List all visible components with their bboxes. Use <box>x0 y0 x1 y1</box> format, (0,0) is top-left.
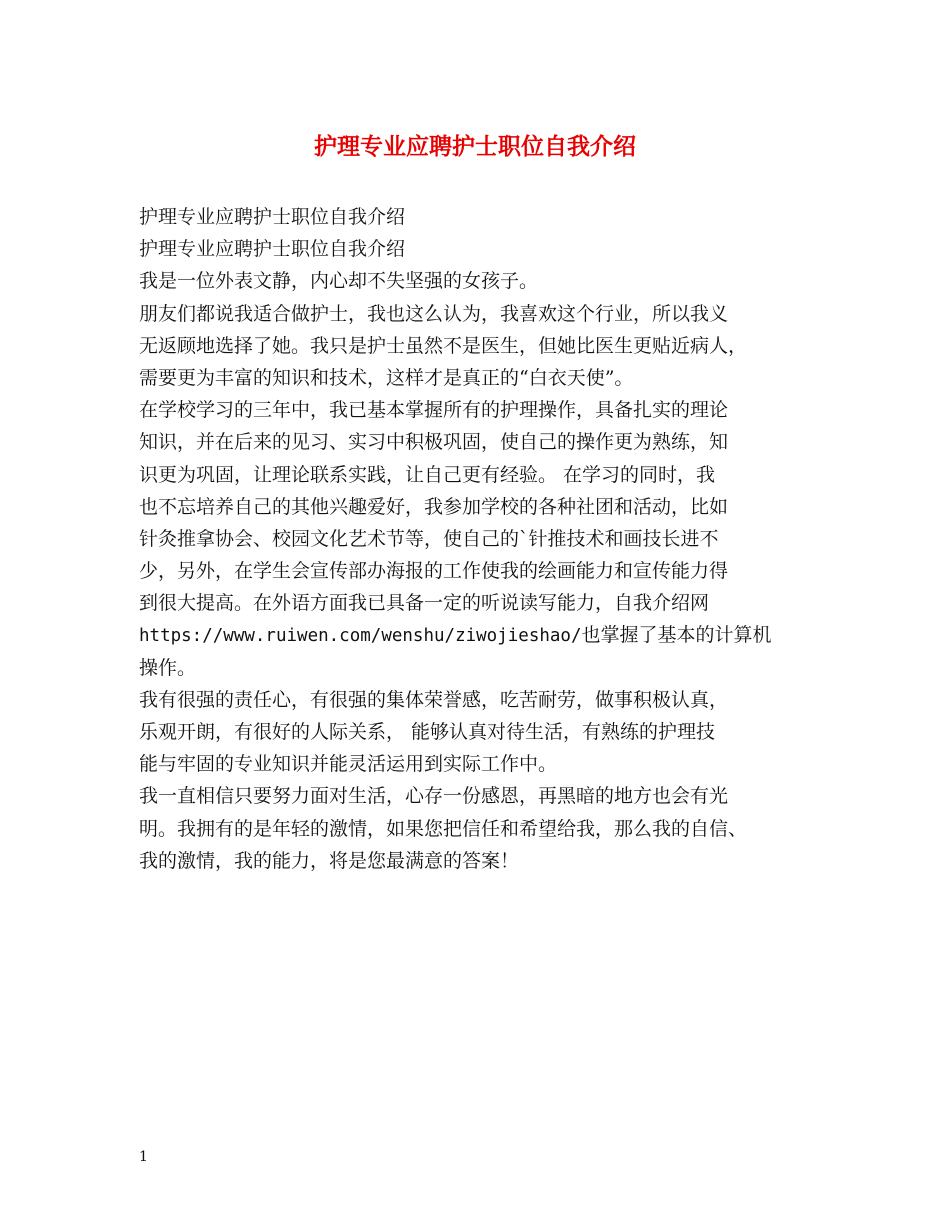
body-line: 我一直相信只要努力面对生活，心存一份感恩，再黑暗的地方也会有光 <box>139 785 729 808</box>
body-line: 操作。 <box>139 656 197 679</box>
body-line: 明。我拥有的是年轻的激情，如果您把信任和希望给我，那么我的自信、 <box>139 817 748 840</box>
body-line: 知识，并在后来的见习、实习中积极巩固，使自己的操作更为熟练，知 <box>139 431 729 454</box>
body-line: 能与牢固的专业知识并能灵活运用到实际工作中。 <box>139 753 558 776</box>
body-line: 也不忘培养自己的其他兴趣爱好，我参加学校的各种社团和活动，比如 <box>139 495 729 518</box>
document-title: 护理专业应聘护士职位自我介绍 <box>314 133 636 160</box>
body-line: 少，另外，在学生会宣传部办海报的工作使我的绘画能力和宣传能力得 <box>139 560 729 583</box>
url-line <box>139 619 839 651</box>
body-line: 我的激情，我的能力，将是您最满意的答案！ <box>139 849 520 872</box>
body-line: 无返顾地选择了她。我只是护士虽然不是医生，但她比医生更贴近病人， <box>139 334 748 357</box>
body-line: 我有很强的责任心，有很强的集体荣誉感，吃苦耐劳，做事积极认真， <box>139 688 729 711</box>
body-line: 乐观开朗，有很好的人际关系， 能够认真对待生活，有熟练的护理技 <box>139 721 716 743</box>
page-number: 1 <box>139 1149 148 1165</box>
body-line: 识更为巩固，让理论联系实践，让自己更有经验。 在学习的同时，我 <box>139 463 716 486</box>
body-line: 针灸推拿协会、校园文化艺术节等，使自己的`针推技术和画技长进不 <box>139 527 719 550</box>
document-body <box>139 201 839 877</box>
url-line-suffix: 也掌握了基本的计算机 <box>581 624 772 647</box>
body-line: 朋友们都说我适合做护士，我也这么认为，我喜欢这个行业，所以我义 <box>139 302 729 325</box>
body-line: 在学校学习的三年中，我已基本掌握所有的护理操作，具备扎实的理论 <box>139 399 729 422</box>
body-line: 我是一位外表文静，内心却不失坚强的女孩子。 <box>139 270 539 293</box>
website-url: https://www.ruiwen.com/wenshu/ziwojieshao/ <box>139 626 582 647</box>
body-line: 护理专业应聘护士职位自我介绍 <box>139 206 406 228</box>
body-line: 护理专业应聘护士职位自我介绍 <box>139 238 406 261</box>
body-line: 需要更为丰富的知识和技术，这样才是真正的“白衣天使”。 <box>139 366 634 389</box>
body-line: 到很大提高。在外语方面我已具备一定的听说读写能力，自我介绍网 <box>139 592 710 615</box>
